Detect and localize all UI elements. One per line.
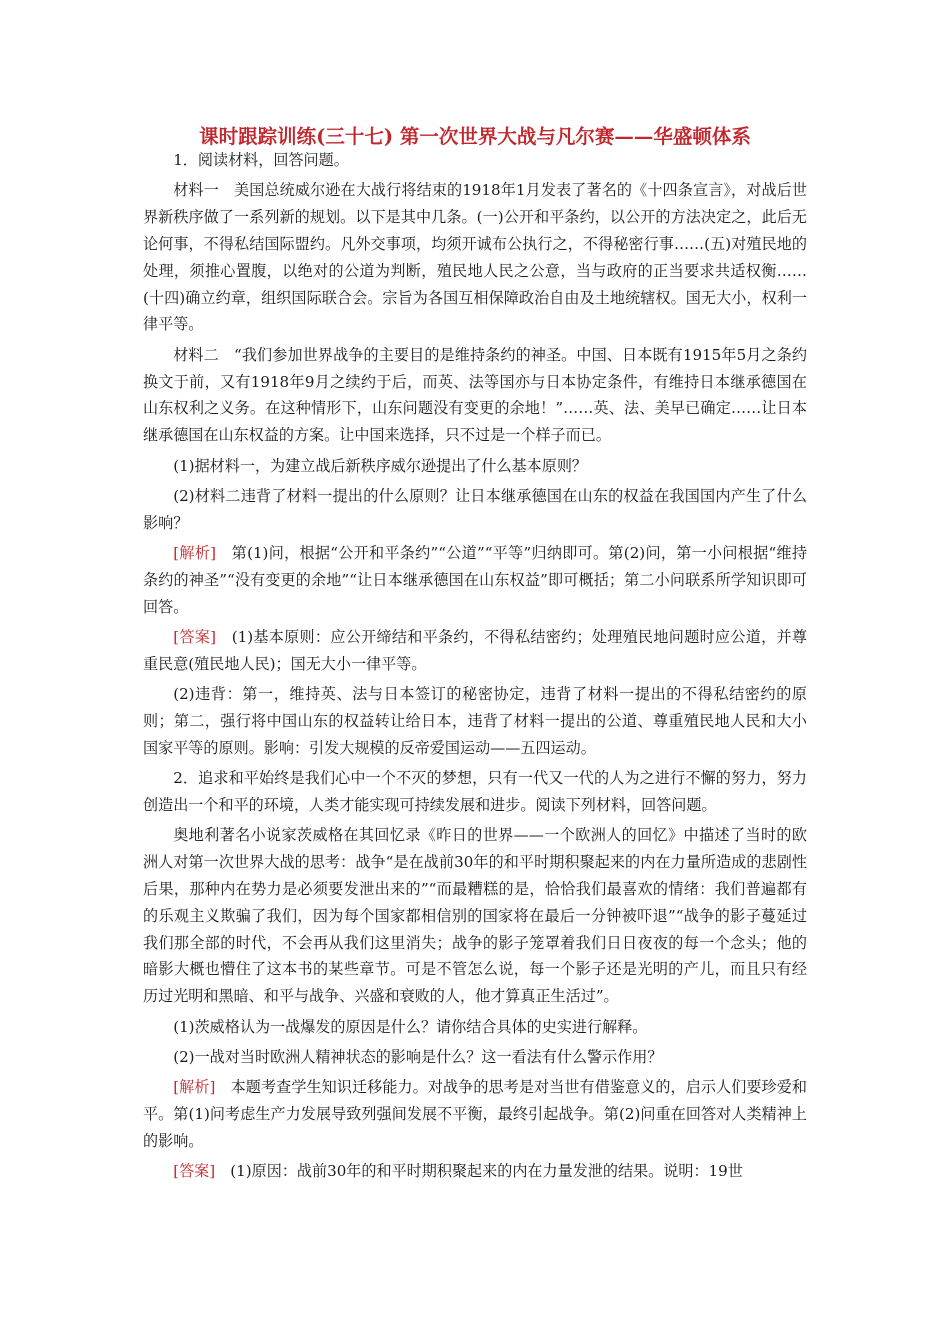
q1-material-1: 材料一 美国总统威尔逊在大战行将结束的1918年1月发表了著名的《十四条宣言》，对战后世界新秩序做了一系列新的规划。以下是其中几条。(一)公开和平条约，以公开的方法决定之，此后无论何事，不得私结国际盟约。凡外交事项，均须开诚布公执行之，不得秘密行事……(五)对殖民地的处理，须推心置腹，以绝对的公道为判断，殖民地人民之公意，当与政府的正当要求共适权衡……(十四)确立约章，组织国际联合会。宗旨为各国互相保障政治自由及土地统辖权。国无大小，权利一律平等。 — [143, 181, 807, 334]
page-title: 课时跟踪训练(三十七) 第一次世界大战与凡尔赛——华盛顿体系 — [199, 125, 751, 148]
q2-analysis — [143, 1074, 807, 1154]
q1-analysis-text: 第(1)问，根据“公开和平条约”“公道”“平等”归纳即可。第(2)问，第一小问根据“维持条约的神圣”“没有变更的余地”“让日本继承德国在山东权益”即可概括；第二小问联系所学知识即可回答。 — [143, 544, 807, 616]
answer-tag: [答案] — [173, 628, 217, 647]
document-body — [143, 147, 807, 1189]
q1-answer-text-2: (2)违背：第一，维持英、法与日本签订的秘密协定，违背了材料一提出的不得私结密约的原则；第二，强行将中国山东的权益转让给日本，违背了材料一提出的公道、尊重殖民地人民和大小国家平等的原则。影响：引发大规模的反帝爱国运动——五四运动。 — [143, 685, 807, 757]
q1-subquestion-2: (2)材料二违背了材料一提出的什么原则？让日本继承德国在山东的权益在我国国内产生了什么影响？ — [143, 486, 807, 532]
q2-subquestion-2: (2)一战对当时欧洲人精神状态的影响是什么？这一看法有什么警示作用？ — [173, 1048, 663, 1067]
q1-subquestion-1: (1)据材料一，为建立战后新秩序威尔逊提出了什么基本原则？ — [173, 456, 588, 475]
analysis-tag: [解析] — [173, 1078, 216, 1097]
q2-analysis-text: 本题考查学生知识迁移能力。对战争的思考是对当世有借鉴意义的，启示人们要珍爱和平。第(1)问考虑生产力发展导致列强间发展不平衡，最终引起战争。第(2)问重在回答对人类精神上的影响。 — [143, 1078, 807, 1151]
q1-analysis — [143, 540, 807, 620]
q2-material: 奥地利著名小说家茨威格在其回忆录《昨日的世界——一个欧洲人的回忆》中描述了当时的欧洲人对第一次世界大战的思考：战争“是在战前30年的和平时期积聚起来的内在力量所造成的悲剧性后果，那种内在势力是必须要发泄出来的”“而最糟糕的是，恰恰我们最喜欢的情绪：我们普遍都有的乐观主义欺骗了我们，因为每个国家都相信别的国家将在最后一分钟被吓退”“战争的影子蔓延过我们那全部的时代，不会再从我们这里消失；战争的影子笼罩着我们日日夜夜的每一个念头；他的暗影大概也懵住了这本书的某些章节。可是不管怎么说，每一个影子还是光明的产儿，而且只有经历过光明和黑暗、和平与战争、兴盛和衰败的人，他才算真正生活过”。 — [143, 826, 807, 1006]
q2-intro: 2．追求和平始终是我们心中一个不灭的梦想，只有一代又一代的人为之进行不懈的努力，努力创造出一个和平的环境，人类才能实现可持续发展和进步。阅读下列材料，回答问题。 — [143, 769, 807, 815]
q2-subquestion-1: (1)茨威格认为一战爆发的原因是什么？请你结合具体的史实进行解释。 — [173, 1017, 648, 1036]
q1-answer-text-1: (1)基本原则：应公开缔结和平条约，不得私结密约；处理殖民地问题时应公道，并尊重民意(殖民地人民)；国无大小一律平等。 — [143, 628, 807, 673]
analysis-tag: [解析] — [173, 544, 217, 563]
q2-answer — [143, 1158, 807, 1185]
q1-intro: 1．阅读材料，回答问题。 — [173, 151, 349, 169]
q2-answer-text-1: (1)原因：战前30年的和平时期积聚起来的内在力量发泄的结果。说明：19世 — [215, 1162, 743, 1181]
q1-answer — [143, 624, 807, 678]
answer-tag: [答案] — [173, 1162, 216, 1181]
q1-material-2: 材料二 “我们参加世界战争的主要目的是维持条约的神圣。中国、日本既有1915年5月之条约换文于前，又有1918年9月之续约于后，而英、法等国亦与日本协定条件，有维持日本继承德国在山东权利之义务。在这种情形下，山东问题没有变更的余地！”……英、法、美早已确定……让日本继承德国在山东权益的方案。让中国来选择，只不过是一个样子而已。 — [143, 345, 807, 445]
